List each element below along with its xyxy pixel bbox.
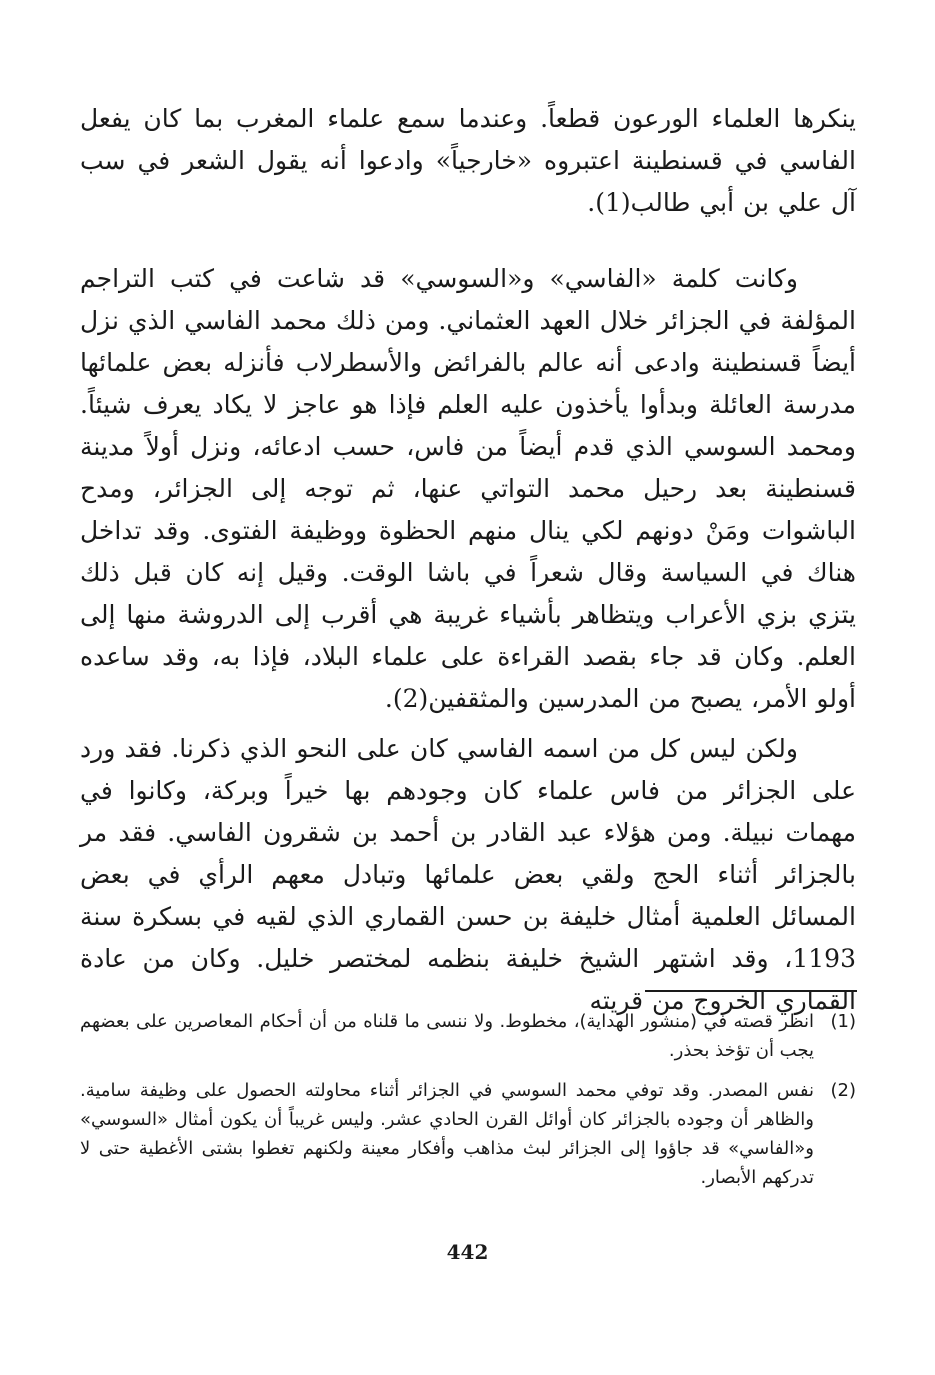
paragraph-1: ينكرها العلماء الورعون قطعاً. وعندما سمع علماء المغرب بما كان يفعل الفاسي في قسنطينة اعتبروه «خارجياً» وادعوا أنه يقول الشعر في سب آل علي بن أبي طالب(1).	[80, 104, 856, 217]
footnote-1-text: انظر قصته في (منشور الهداية)، مخطوط. ولا ننسى ما قلناه من أن أحكام المعاصرين على بعضهم يجب أن تؤخذ بحذر.	[80, 1011, 814, 1061]
paragraph-3: ولكن ليس كل من اسمه الفاسي كان على النحو الذي ذكرنا. فقد ورد على الجزائر من فاس علماء كان وجودهم بها خيراً وبركة، وكانوا في مهمات نبيلة. ومن هؤلاء عبد القادر بن أحمد بن شقرون الفاسي. فقد مر بالجزائر أثناء الحج ولقي بعض علمائها وتبادل معهم الرأي في بعض المسائل العلمية أمثال خليفة بن حسن القماري الذي لقيه في بسكرة سنة 1193، وقد اشتهر الشيخ خليفة بنظمه لمختصر خليل. وكان من عادة القماري الخروج من قريته	[80, 734, 856, 1015]
footnote-2	[80, 1076, 856, 1192]
footnote-1	[80, 1007, 856, 1065]
footnote-separator	[645, 990, 857, 992]
footnote-2-text: نفس المصدر. وقد توفي محمد السوسي في الجزائر أثناء محاولته الحصول على وظيفة سامية. والظاهر أن وجوده بالجزائر كان أوائل القرن الحادي عشر. وليس غريباً أن يكون أمثال «السوسي» و«الفاسي» قد جاؤوا إلى الجزائر لبث مذاهب وأفكار معينة ولكنهم تغطوا بشتى الأغطية حتى لا تدركهم الأبصار.	[80, 1080, 814, 1188]
footnote-2-mark: (2)	[830, 1080, 856, 1101]
paragraph-2: وكانت كلمة «الفاسي» و«السوسي» قد شاعت في كتب التراجم المؤلفة في الجزائر خلال العهد العثماني. ومن ذلك محمد الفاسي الذي نزل أيضاً قسنطينة وادعى أنه عالم بالفرائض والأسطرلاب فأنزله بعض علمائها مدرسة العائلة وبدأوا يأخذون عليه العلم فإذا هو عاجز لا يكاد يعرف شيئاً. ومحمد السوسي الذي قدم أيضاً من فاس، حسب ادعائه، ونزل أولاً مدينة قسنطينة بعد رحيل محمد التواتي عنها، ثم توجه إلى الجزائر، ومدح الباشوات ومَنْ دونهم لكي ينال منهم الحظوة ووظيفة الفتوى. وقد تداخل هناك في السياسة وقال شعراً في باشا الوقت. وقيل إنه كان قبل ذلك يتزي بزي الأعراب ويتظاهر بأشياء غريبة هي أقرب إلى الدروشة منها إلى العلم. وكان قد جاء بقصد القراءة على علماء البلاد، فإذا به، وقد ساعده أولو الأمر، يصبح من المدرسين والمثقفين(2).	[80, 264, 856, 713]
page-number: 442	[446, 1240, 489, 1264]
footnote-1-mark: (1)	[830, 1011, 856, 1032]
